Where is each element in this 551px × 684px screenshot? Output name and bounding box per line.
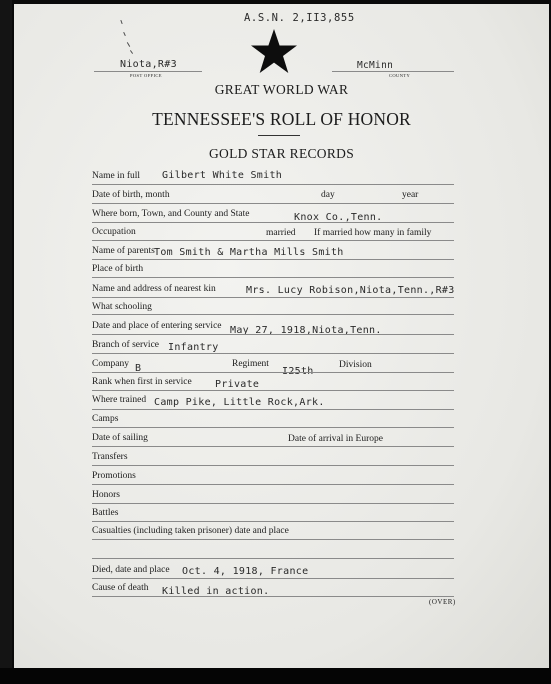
post-office-line: [94, 71, 202, 72]
parents-value: Tom Smith & Martha Mills Smith: [154, 247, 344, 258]
cause-value: Killed in action.: [162, 586, 270, 597]
parents-label: Name of parents: [92, 246, 155, 256]
casualties-label: Casualties (including taken prisoner) date and place: [92, 526, 289, 536]
company-line: [92, 372, 454, 373]
dob-year-label: year: [402, 190, 419, 200]
arrival-label: Date of arrival in Europe: [288, 434, 383, 444]
trained-line: [92, 409, 454, 410]
schooling-label: What schooling: [92, 302, 152, 312]
occupation-label: Occupation: [92, 227, 136, 237]
division-label: Division: [339, 360, 372, 370]
pencil-mark: [123, 32, 126, 36]
title-divider: [258, 135, 300, 136]
name-value: Gilbert White Smith: [162, 170, 283, 181]
regiment-value: I25th: [282, 366, 314, 377]
dob-day-label: day: [321, 190, 335, 200]
pob-line: [92, 277, 454, 278]
honors-label: Honors: [92, 490, 120, 500]
born-line: [92, 222, 454, 223]
sailing-line: [92, 446, 454, 447]
died-value: Oct. 4, 1918, France: [182, 566, 309, 577]
died-line: [92, 578, 454, 579]
casualties-line: [92, 539, 454, 540]
kin-line: [92, 297, 454, 298]
born-value: Knox Co.,Tenn.: [294, 212, 383, 223]
born-label: Where born, Town, and County and State: [92, 209, 250, 219]
trained-value: Camp Pike, Little Rock,Ark.: [154, 397, 325, 408]
camps-line: [92, 427, 454, 428]
county-line: [332, 71, 454, 72]
company-label: Company: [92, 359, 129, 369]
pencil-mark: [127, 42, 130, 47]
title-roll-of-honor: TENNESSEE'S ROLL OF HONOR: [152, 109, 411, 129]
post-office-value: Niota,R#3: [120, 59, 177, 70]
rank-value: Private: [215, 379, 260, 390]
pencil-mark: [130, 50, 133, 54]
promotions-label: Promotions: [92, 471, 136, 481]
dob-label: Date of birth, month: [92, 190, 170, 200]
schooling-line: [92, 314, 454, 315]
dob-line: [92, 203, 454, 204]
scan-border-bottom: [0, 668, 551, 684]
over-label: (OVER): [429, 598, 456, 606]
record-card: [14, 4, 549, 668]
asn-number: A.S.N. 2,II3,855: [244, 12, 355, 24]
promotions-line: [92, 484, 454, 485]
name-line: [92, 184, 454, 185]
post-office-label: POST OFFICE: [130, 73, 162, 78]
married-label: married: [266, 228, 296, 238]
pencil-mark: [120, 20, 122, 24]
casualties-line-2: [92, 558, 454, 559]
honors-line: [92, 503, 454, 504]
pob-label: Place of birth: [92, 264, 144, 274]
transfers-line: [92, 465, 454, 466]
name-label: Name in full: [92, 171, 141, 181]
trained-label: Where trained: [92, 395, 147, 405]
parents-line: [92, 259, 454, 260]
sailing-label: Date of sailing: [92, 433, 148, 443]
entering-line: [92, 334, 454, 335]
entering-value: May 27, 1918,Niota,Tenn.: [230, 325, 382, 336]
cause-line: [92, 596, 454, 597]
family-label: If married how many in family: [314, 228, 432, 238]
branch-line: [92, 353, 454, 354]
county-label: COUNTY: [389, 73, 411, 78]
kin-label: Name and address of nearest kin: [92, 284, 216, 294]
transfers-label: Transfers: [92, 452, 128, 462]
rank-label: Rank when first in service: [92, 377, 192, 387]
title-great-world-war: GREAT WORLD WAR: [214, 82, 349, 97]
died-label: Died, date and place: [92, 565, 170, 575]
cause-label: Cause of death: [92, 583, 149, 593]
battles-label: Battles: [92, 508, 119, 518]
branch-value: Infantry: [168, 342, 219, 353]
company-value: B: [135, 363, 142, 374]
camps-label: Camps: [92, 414, 119, 424]
battles-line: [92, 521, 454, 522]
regiment-label: Regiment: [232, 359, 269, 369]
occupation-line: [92, 240, 454, 241]
scan-border-left: [0, 0, 12, 684]
entering-label: Date and place of entering service: [92, 321, 222, 331]
kin-value: Mrs. Lucy Robison,Niota,Tenn.,R#3: [246, 285, 455, 296]
county-value: McMinn: [357, 60, 394, 71]
title-gold-star-records: GOLD STAR RECORDS: [208, 146, 355, 161]
gold-star-icon: [250, 28, 298, 74]
branch-label: Branch of service: [92, 340, 159, 350]
rank-line: [92, 390, 454, 391]
